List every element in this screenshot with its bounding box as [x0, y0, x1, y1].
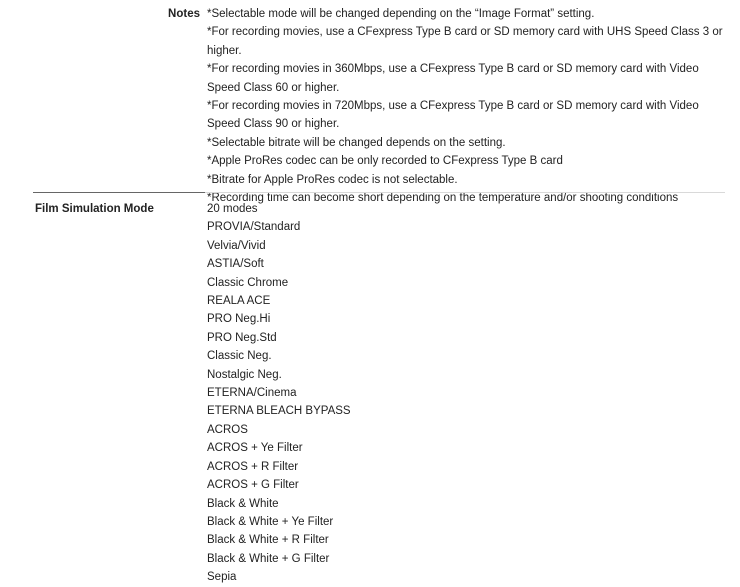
note-item: *For recording movies, use a CFexpress Type B card or SD memory card with UHS Speed Class 3 or higher.: [207, 26, 723, 57]
film-simulation-list: [207, 200, 351, 587]
note-item: *Selectable bitrate will be changed depends on the setting.: [207, 136, 506, 149]
film-simulation-item: ETERNA BLEACH BYPASS: [207, 405, 351, 418]
film-simulation-item: PRO Neg.Std: [207, 331, 277, 344]
film-simulation-item: Classic Neg.: [207, 350, 272, 363]
film-simulation-label: Film Simulation Mode: [35, 203, 154, 215]
film-simulation-item: Black & White + R Filter: [207, 534, 329, 547]
notes-label: Notes: [168, 8, 200, 20]
note-item: *Selectable mode will be changed depending on the “Image Format” setting.: [207, 8, 595, 20]
note-item: *Apple ProRes codec can be only recorded to CFexpress Type B card: [207, 155, 563, 168]
film-simulation-item: ACROS + R Filter: [207, 460, 299, 473]
film-simulation-item: Black & White + G Filter: [207, 552, 330, 565]
film-simulation-item: Nostalgic Neg.: [207, 368, 282, 381]
film-simulation-item: PRO Neg.Hi: [207, 313, 271, 326]
film-simulation-item: ACROS: [207, 423, 248, 436]
film-simulation-item: Black & White: [207, 497, 279, 510]
film-simulation-item: Black & White + Ye Filter: [207, 515, 334, 528]
film-simulation-item: ACROS + Ye Filter: [207, 442, 303, 455]
film-simulation-item: Sepia: [207, 571, 237, 584]
note-item: *Bitrate for Apple ProRes codec is not selectable.: [207, 173, 458, 186]
film-simulation-item: Velvia/Vivid: [207, 239, 266, 252]
section-divider-label: [33, 192, 205, 193]
film-simulation-item: 20 modes: [207, 203, 258, 215]
note-item: *For recording movies in 360Mbps, use a CFexpress Type B card or SD memory card with Video Speed Class 60 or higher.: [207, 63, 699, 94]
film-simulation-item: ETERNA/Cinema: [207, 387, 297, 400]
note-item: *Recording time can become short depending on the temperature and/or shooting conditions: [207, 192, 679, 205]
section-divider-value: [205, 192, 725, 193]
film-simulation-item: PROVIA/Standard: [207, 221, 301, 234]
film-simulation-item: ASTIA/Soft: [207, 258, 264, 271]
film-simulation-item: REALA ACE: [207, 295, 271, 308]
film-simulation-item: ACROS + G Filter: [207, 479, 299, 492]
note-item: *For recording movies in 720Mbps, use a CFexpress Type B card or SD memory card with Video Speed Class 90 or higher.: [207, 100, 699, 131]
notes-list: [207, 5, 732, 207]
film-simulation-item: Classic Chrome: [207, 276, 289, 289]
